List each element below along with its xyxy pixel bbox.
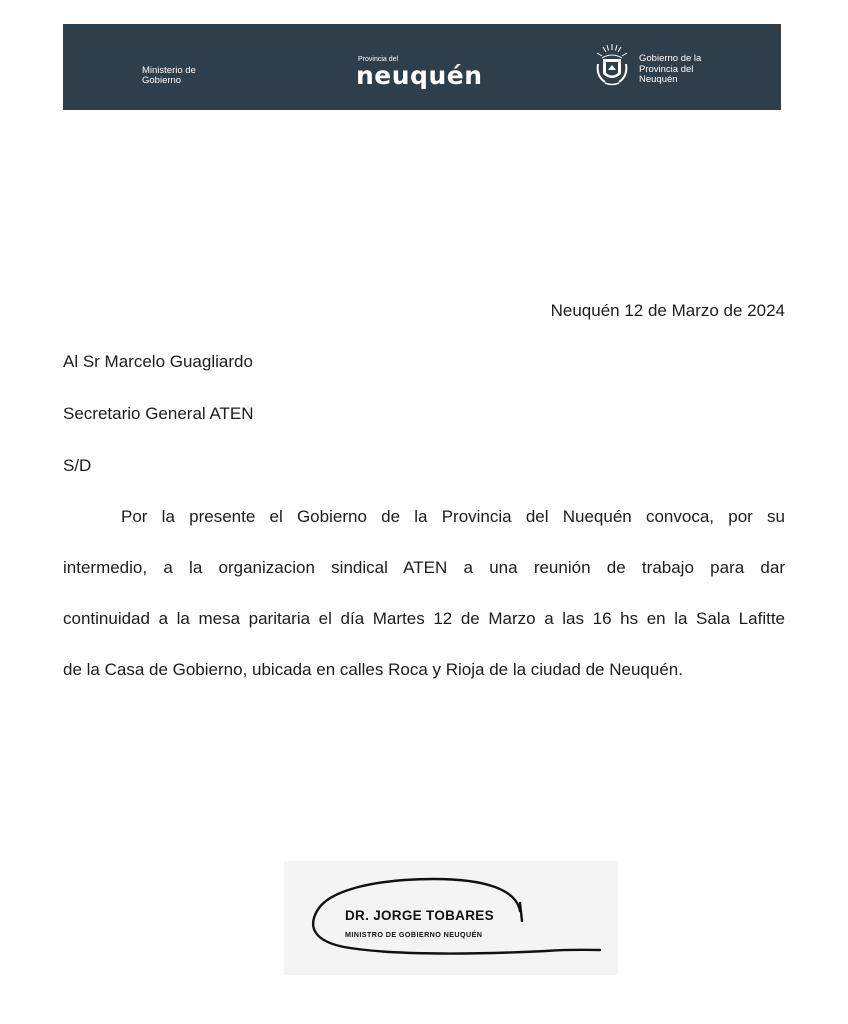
recipient-role: Secretario General ATEN: [63, 404, 254, 423]
signer-name: DR. JORGE TOBARES: [345, 908, 494, 923]
ministry-label: Ministerio de Gobierno: [142, 65, 196, 86]
brand-wordmark: neuquén: [356, 61, 483, 90]
provincial-seal-icon: [592, 42, 632, 92]
body-line: de la Casa de Gobierno, ubicada en calles Roca y Rioja de la ciudad de Neuquén.: [63, 660, 683, 679]
letterhead-banner: [63, 24, 781, 110]
letter-body: [63, 507, 785, 711]
signature-block: [284, 861, 618, 975]
body-line: intermedio, a la organizacion sindical ATEN a una reunión de trabajo para dar: [63, 558, 785, 577]
government-label: Gobierno de la Provincia del Neuquén: [639, 53, 702, 85]
brand-small-text: Provincia del: [358, 56, 399, 63]
signer-title: MINISTRO DE GOBIERNO NEUQUÉN: [345, 930, 483, 939]
recipient-name: Al Sr Marcelo Guagliardo: [63, 352, 253, 371]
body-line: continuidad a la mesa paritaria el día Martes 12 de Marzo a las 16 hs en la Sala Lafitte: [63, 609, 785, 628]
letter-date: Neuquén 12 de Marzo de 2024: [550, 301, 785, 320]
province-brand-logo: [356, 56, 483, 90]
salutation: S/D: [63, 456, 92, 475]
body-line: Por la presente el Gobierno de la Provincia del Nuequén convoca, por su: [121, 507, 785, 526]
